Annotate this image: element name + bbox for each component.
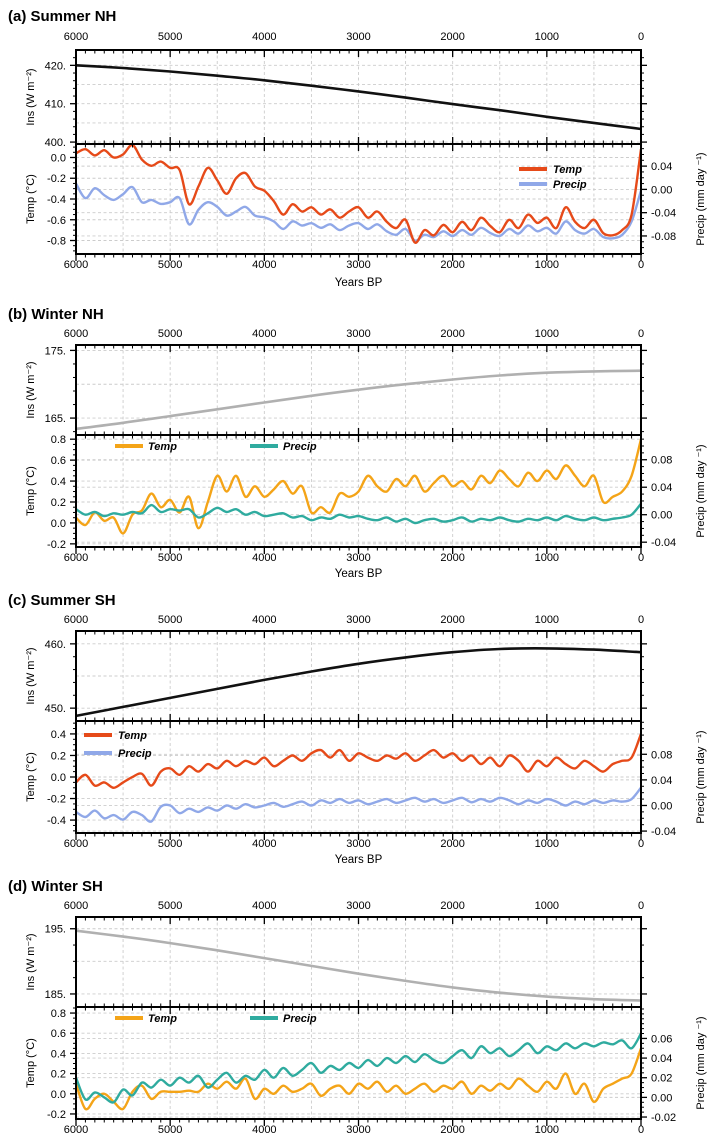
svg-text:6000: 6000: [63, 328, 89, 340]
x-axis-title: Years BP: [334, 854, 383, 866]
svg-text:2000: 2000: [440, 328, 465, 340]
svg-text:0.00: 0.00: [651, 1092, 673, 1105]
svg-text:Temp: Temp: [553, 164, 582, 176]
svg-text:3000: 3000: [346, 900, 371, 912]
svg-text:1000: 1000: [534, 552, 560, 564]
svg-text:1000: 1000: [534, 838, 560, 850]
panel-d: [0, 877, 716, 1139]
svg-text:0.00: 0.00: [651, 184, 673, 197]
svg-text:-0.4: -0.4: [47, 815, 66, 828]
svg-text:Precip: Precip: [283, 441, 317, 453]
svg-text:0.8: 0.8: [50, 1008, 66, 1021]
panel-d-chart: [0, 897, 716, 1139]
svg-text:5000: 5000: [157, 552, 183, 564]
svg-text:3000: 3000: [346, 614, 371, 626]
axis-labels: [25, 31, 707, 289]
svg-text:165.: 165.: [44, 413, 66, 426]
svg-text:4000: 4000: [252, 900, 277, 912]
svg-text:3000: 3000: [346, 31, 371, 43]
svg-text:5000: 5000: [157, 614, 183, 626]
svg-text:6000: 6000: [63, 614, 89, 626]
svg-text:-0.4: -0.4: [47, 194, 66, 206]
precip-axis-title: Precip (mm day ⁻¹): [695, 1016, 707, 1110]
panel-b-title: (b) Winter NH: [8, 306, 104, 323]
panel-c-chart: [0, 611, 716, 869]
svg-text:0.04: 0.04: [651, 1053, 673, 1066]
svg-text:1000: 1000: [534, 1124, 560, 1136]
svg-text:-0.2: -0.2: [47, 538, 66, 551]
ins-axis-title: Ins (W m⁻²): [25, 647, 37, 705]
svg-text:0.4: 0.4: [50, 728, 66, 741]
svg-text:Temp: Temp: [118, 730, 147, 742]
svg-text:6000: 6000: [63, 31, 89, 43]
svg-text:5000: 5000: [157, 259, 183, 271]
svg-text:0.0: 0.0: [50, 1088, 66, 1101]
svg-text:0.0: 0.0: [50, 152, 66, 165]
svg-text:0.06: 0.06: [651, 1033, 673, 1046]
svg-text:450.: 450.: [44, 703, 66, 716]
precip-axis-title: Precip (mm day ⁻¹): [695, 444, 707, 538]
svg-text:0.8: 0.8: [50, 434, 66, 447]
svg-text:0.4: 0.4: [50, 1048, 66, 1061]
x-axis-title: Years BP: [334, 277, 383, 289]
precip-axis-title: Precip (mm day ⁻¹): [695, 730, 707, 824]
svg-text:0.04: 0.04: [651, 482, 673, 495]
legend: [115, 1013, 317, 1025]
svg-text:0: 0: [637, 838, 645, 850]
svg-text:0.6: 0.6: [50, 1028, 66, 1041]
svg-text:420.: 420.: [44, 60, 66, 73]
svg-text:2000: 2000: [440, 259, 465, 271]
svg-text:3000: 3000: [346, 328, 371, 340]
svg-text:175.: 175.: [44, 345, 66, 358]
svg-text:1000: 1000: [534, 328, 560, 340]
ins-axis-title: Ins (W m⁻²): [25, 933, 37, 991]
svg-text:-0.2: -0.2: [47, 793, 66, 806]
axis-ticks: [70, 631, 647, 840]
panel-a-title: (a) Summer NH: [8, 8, 117, 25]
svg-text:2000: 2000: [440, 838, 465, 850]
svg-text:0.6: 0.6: [50, 455, 66, 468]
svg-text:195.: 195.: [44, 923, 66, 936]
ins-axis-title: Ins (W m⁻²): [25, 68, 37, 126]
svg-text:0.04: 0.04: [651, 774, 673, 787]
svg-text:185.: 185.: [44, 988, 66, 1001]
svg-text:0.2: 0.2: [50, 1068, 66, 1081]
svg-text:0: 0: [637, 552, 645, 564]
svg-text:3000: 3000: [346, 1124, 371, 1136]
svg-text:460.: 460.: [44, 638, 66, 651]
svg-text:2000: 2000: [440, 31, 465, 43]
svg-text:0.4: 0.4: [50, 476, 66, 489]
svg-text:0.08: 0.08: [651, 454, 673, 467]
svg-text:4000: 4000: [252, 328, 277, 340]
svg-text:0.04: 0.04: [651, 161, 673, 174]
panel-d-title: (d) Winter SH: [8, 878, 103, 895]
svg-text:Temp: Temp: [148, 1013, 177, 1025]
svg-text:0.2: 0.2: [50, 496, 66, 509]
svg-text:-0.6: -0.6: [47, 214, 66, 227]
panel-b-chart: [0, 325, 716, 583]
panel-b: [0, 305, 716, 587]
svg-text:-0.2: -0.2: [47, 1108, 66, 1121]
svg-text:5000: 5000: [157, 838, 183, 850]
svg-text:4000: 4000: [252, 552, 277, 564]
x-axis-title: Years BP: [334, 568, 383, 580]
legend: [115, 441, 317, 453]
svg-text:4000: 4000: [252, 259, 277, 271]
svg-text:2000: 2000: [440, 614, 465, 626]
svg-text:Precip: Precip: [553, 179, 587, 191]
svg-text:5000: 5000: [157, 31, 183, 43]
svg-text:2000: 2000: [440, 552, 465, 564]
svg-text:0.0: 0.0: [50, 772, 66, 784]
svg-text:0.08: 0.08: [651, 749, 673, 762]
svg-text:4000: 4000: [252, 31, 277, 43]
temp-axis-title: Temp (°C): [25, 174, 37, 224]
svg-text:-0.04: -0.04: [651, 207, 677, 220]
svg-text:4000: 4000: [252, 838, 277, 850]
svg-text:5000: 5000: [157, 900, 183, 912]
svg-text:2000: 2000: [440, 900, 465, 912]
svg-text:5000: 5000: [157, 328, 183, 340]
svg-text:0: 0: [637, 1124, 645, 1136]
svg-text:-0.04: -0.04: [651, 537, 677, 550]
svg-text:4000: 4000: [252, 614, 277, 626]
svg-text:400.: 400.: [44, 137, 66, 150]
svg-text:0.00: 0.00: [651, 509, 673, 522]
panel-a-chart: [0, 28, 716, 295]
panel-c-title: (c) Summer SH: [8, 592, 116, 609]
svg-text:0.2: 0.2: [50, 750, 66, 763]
svg-text:1000: 1000: [534, 259, 560, 271]
panel-a: [0, 6, 716, 301]
svg-text:0.0: 0.0: [50, 517, 66, 530]
svg-text:3000: 3000: [346, 552, 371, 564]
svg-text:6000: 6000: [63, 900, 89, 912]
svg-text:-0.08: -0.08: [651, 230, 677, 243]
svg-text:6000: 6000: [63, 259, 89, 271]
precip-axis-title: Precip (mm day ⁻¹): [695, 152, 707, 246]
temp-axis-title: Temp (°C): [25, 752, 37, 802]
temp-axis-title: Temp (°C): [25, 1038, 37, 1088]
svg-text:5000: 5000: [157, 1124, 183, 1136]
svg-text:0: 0: [637, 31, 645, 43]
svg-text:0.02: 0.02: [651, 1072, 673, 1085]
svg-text:2000: 2000: [440, 1124, 465, 1136]
svg-text:1000: 1000: [534, 614, 560, 626]
svg-text:3000: 3000: [346, 259, 371, 271]
ins-axis-title: Ins (W m⁻²): [25, 361, 37, 419]
svg-text:Precip: Precip: [118, 748, 152, 760]
svg-text:-0.2: -0.2: [47, 173, 66, 186]
svg-text:Temp: Temp: [148, 441, 177, 453]
svg-text:0: 0: [637, 259, 645, 271]
svg-text:-0.02: -0.02: [651, 1112, 677, 1125]
svg-text:-0.04: -0.04: [651, 826, 677, 839]
svg-text:Precip: Precip: [283, 1013, 317, 1025]
svg-text:0: 0: [637, 328, 645, 340]
svg-text:1000: 1000: [534, 900, 560, 912]
svg-text:0: 0: [637, 614, 645, 626]
temp-axis-title: Temp (°C): [25, 466, 37, 516]
legend: [519, 164, 587, 191]
svg-text:3000: 3000: [346, 838, 371, 850]
svg-text:0: 0: [637, 900, 645, 912]
panel-c: [0, 591, 716, 873]
svg-text:1000: 1000: [534, 31, 560, 43]
svg-text:6000: 6000: [63, 1124, 89, 1136]
svg-text:6000: 6000: [63, 838, 89, 850]
svg-text:0.00: 0.00: [651, 800, 673, 813]
svg-text:-0.8: -0.8: [47, 235, 66, 248]
svg-text:4000: 4000: [252, 1124, 277, 1136]
svg-text:6000: 6000: [63, 552, 89, 564]
svg-text:410.: 410.: [44, 98, 66, 111]
